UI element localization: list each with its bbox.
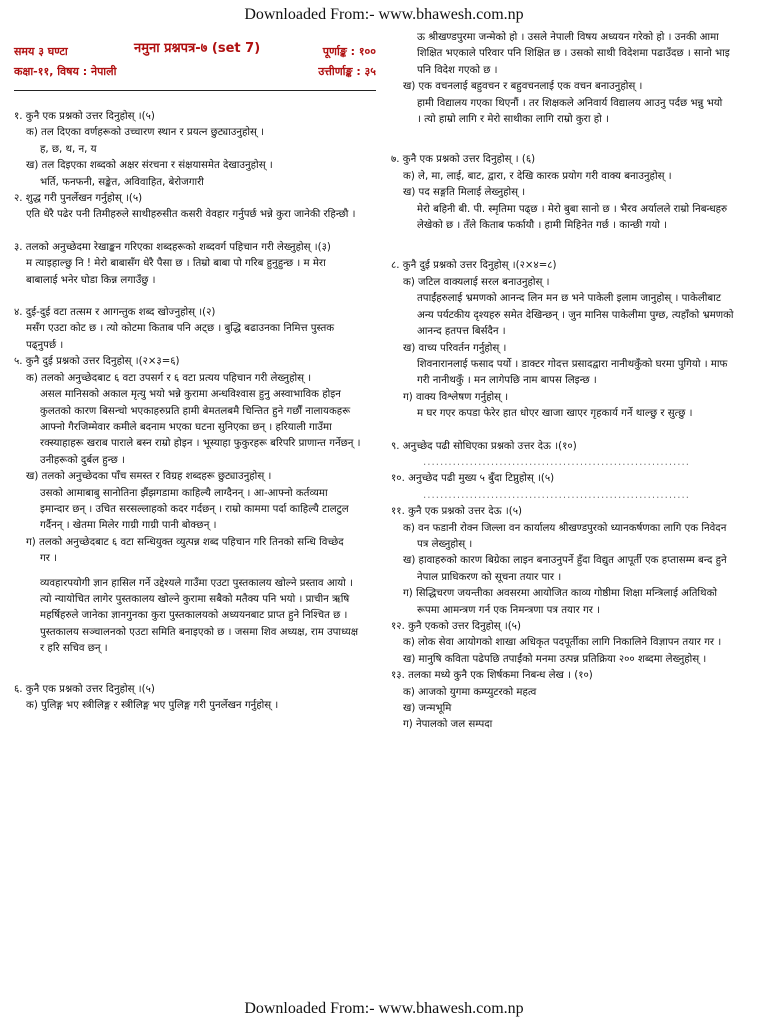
q11-a: क) वन फडानी रोक्न जिल्ला वन कार्यालय श्रीखण्डपुरको ध्यानकर्षणका लागि एक निवेदन (403, 522, 727, 534)
q3-text-2: बाबालाई भनेर घोडा किन्न लगाउँछु । (26, 274, 156, 286)
answer-dots-2: ............................................................... (423, 489, 691, 501)
q5-b: ख) तलको अनुच्छेदका पाँच समस्त र विग्रह शब्दहरू छुट्याउनुहोस् । (26, 471, 272, 483)
q11-b: ख) हावाहरुको कारण बिग्रेका लाइन बनाउनुपर्ने हुँदा विद्युत आपूर्ती एक हप्तासम्म बन्द हुने (403, 555, 727, 567)
q6-heading: ६. कुनै एक प्रश्नको उत्तर दिनुहोस् ।(५) (14, 683, 155, 695)
q12-b: ख) मानुषि कविता पढेपछि तपाईंको मनमा उत्पन्न प्रतिक्रिया २०० शब्दमा लेख्नुहोस् । (403, 653, 707, 665)
q8-c-text: म घर गएर कपडा फेरेर हात धोएर खाजा खाएर गृहकार्य गर्ने थाल्छु र सुत्छु । (417, 408, 693, 420)
q10-heading: १०. अनुच्छेद पढी मुख्य ५ बुँदा टिप्नुहोस् ।(५) (391, 473, 555, 485)
q5-c: ग) तलको अनुच्छेदबाट ६ वटा सन्धियुक्त व्युत्पन्न शब्द पहिचान गरि तिनको सन्धि विच्छेद (26, 536, 344, 548)
q4-text-2: पढ्नुपर्छ । (26, 339, 64, 351)
left-column (14, 41, 376, 714)
exam-header (14, 41, 376, 91)
page-header-url: Downloaded From:- www.bhawesh.com.np (244, 6, 524, 23)
q12-a: क) लोक सेवा आयोगको शाखा अधिकृत पदपूर्तीका लागि निकालिने विज्ञापन तयार गर । (403, 637, 722, 649)
q2-text: एति धेरै पढेर पनी तिमीहरुले साथीहरुसीत कसरी वेवहार गर्नुपर्छ भन्ने कुरा जानेकी रहिन्छौ । (26, 209, 356, 221)
q9-heading: ९. अनुच्छेद पढी सोधिएका प्रश्नको उत्तर देऊ ।(१०) (391, 440, 577, 452)
q13-a: क) आजको युगमा कम्प्युटरको महत्व (403, 686, 537, 698)
q7-heading: ७. कुनै एक प्रश्नको उत्तर दिनुहोस् । (६) (391, 154, 536, 166)
q5-c-text-2: त्यो न्यायोचित लागेर पुस्तकालय खोल्ने कुरामा सबैको मतैक्य पनि भयो । प्राचीन ऋषि (40, 593, 350, 605)
q8-heading: ८. कुनै दुई प्रश्नको उत्तर दिनुहोस् ।(२×४=८) (391, 260, 557, 272)
q5-a-text-4: रक्स्याहाहरू खराब पाराले बस्न राम्रो होइन । भूस्याहा फुकुरहरू बरिपरि प्राणान्त गर्नेछन् । (40, 438, 361, 450)
q12-heading: १२. कुनै एकको उत्तर दिनुहोस् ।(५) (391, 621, 521, 632)
q6-a-text-2: शिक्षित भएकाले परिवार पनि शिक्षित छ । उसको साथी विदेशमा पढाउँदछ । सानो भाइ (417, 48, 730, 60)
q8-a-text-2: अन्य पर्यटकीय दृश्यहरु समेत देखिन्छन् । जुन मानिस पाकेलीमा पुग्छ, त्यहाँको भ्रमणको (417, 309, 734, 321)
q5-c-text-4: पुस्तकालय सञ्चालनको एउटा समिति बनाइएको छ । जसमा शिव अध्यक्ष, राम उपाध्यक्ष (40, 626, 359, 638)
q8-c: ग) वाक्य विश्लेषण गर्नुहोस् । (403, 391, 509, 403)
q5-c-text-3: महर्षिहरुले जानेका ज्ञानगुनका कुरा पुस्तकालयको अध्ययनबाट प्राप्त हुने निश्चित छ । (40, 610, 348, 622)
q5-a-text-2: कुलतको कारण बिसन्चो भएकाहरुप्रति हामी बेमतलबमै चिन्तित हुने गर्छौं नालायकहरू (40, 405, 351, 417)
q7-b-text-2: लेखेको छ । तँले किताब फर्कायौ । हामी मिहिनेत गर्छ । कान्छी गयो । (417, 220, 668, 232)
q4-heading: ४. दुई-दुई वटा तत्सम र आगन्तुक शब्द खोज्नुहोस् ।(२) (14, 307, 216, 319)
q5-a-text-5: उनीहरूको दुर्बल हुन्छ । (40, 454, 125, 466)
q11-c-cont: रूपमा आमन्त्रण गर्न एक निमन्त्रणा पत्र तयार गर । (417, 604, 601, 616)
q5-b-text-3: गर्दैनन् । खेतमा मिलेर गाग्री गाग्री पानी बोक्छन् । (40, 520, 217, 532)
q3-text-1: म त्याइहाल्छु नि ! मेरो बाबासँग धेरै पैसा छ । तिम्रो बाबा पो गरिब हुनुहुन्छ । म मेरा (26, 258, 326, 270)
q11-heading: ११. कुनै एक प्रश्नको उत्तर देऊ ।(५) (391, 506, 522, 518)
q5-c-text-1: व्यवहारपयोगी ज्ञान हासिल गर्ने उद्देश्यले गाउँमा एउटा पुस्तकालय खोल्ने प्रस्ताव आयो । (40, 577, 353, 589)
answer-dots-1: ............................................................... (423, 456, 691, 468)
q1-a: क) तल दिएका वर्णहरूको उच्चारण स्थान र प्रयत्न छुट्याउनुहोस् । (26, 127, 265, 139)
q8-b: ख) वाच्य परिवर्तन गर्नुहोस् । (403, 342, 507, 354)
q5-heading: ५. कुनै दुई प्रश्नको उत्तर दिनुहोस् ।(२×३=६) (14, 356, 180, 368)
q2-heading: २. शुद्ध गरी पुनर्लेखन गर्नुहोस् ।(५) (14, 193, 143, 205)
q7-b: ख) पद सङ्गति मिलाई लेख्नुहोस् । (403, 187, 526, 199)
full-marks: पूर्णाङ्क : १०० (322, 45, 376, 58)
pass-marks: उत्तीर्णाङ्क : ३५ (318, 65, 376, 78)
q6-b-text-2: । त्यो हाम्रो लागि र मेरो साथीका लागि राम्रो कुरा हो । (417, 114, 609, 126)
q6-a-text-3: पनि विदेश गएको छ । (417, 64, 498, 76)
q5-c-cont: गर । (40, 553, 58, 565)
q6-b: ख) एक वचनलाई बहुवचन र बहुवचनलाई एक वचन बनाउनुहोस् । (403, 81, 643, 93)
q6-a-text-1: ऊ श्रीखण्डपुरमा जन्मेको हो । उसले नेपाली विषय अध्ययन गरेको हो । उनकी आमा (417, 32, 719, 43)
q11-a-cont: पत्र लेख्नुहोस् । (417, 538, 473, 550)
q7-b-text-1: मेरो बहिनी बी. पी. स्मृतिमा पढ्छ । मेरो बुबा सानो छ । भैरव अर्यालले राम्रो निबन्धहरु (417, 203, 728, 215)
class-subject: कक्षा-११, विषय : नेपाली (14, 65, 117, 78)
q5-a-text-1: असल मानिसको अकाल मृत्यु भयो भन्ने कुरामा अन्धविश्वास हुनु अस्वाभाविक होइन (40, 389, 341, 401)
exam-time: समय ३ घण्टा (14, 45, 68, 58)
q1-a-text: ह, छ, थ, न, य (40, 143, 97, 155)
q8-b-text-2: गरी नानीथकुँ । मन लागेपछि नाम बापस लिइन्छ । (417, 375, 597, 387)
page-footer-url: Downloaded From:- www.bhawesh.com.np (244, 1000, 524, 1017)
q11-b-cont: नेपाल प्राधिकरण को सूचना तयार पार । (417, 571, 562, 583)
q5-b-text-2: इमान्दार छन् । उचित सरसल्लाहको कदर गर्दछन् । राम्रो काममा पर्दा काहिल्यै टालटुल (40, 503, 349, 515)
q5-a-text-3: आफ्नो गैरजिम्मेवार कमीले बदनाम भएका घटना सुनिएका छन् । हरियाली गाउँमा (40, 421, 332, 433)
q8-a: क) जटिल वाक्यलाई सरल बनाउनुहोस् । (403, 276, 550, 288)
q8-a-text-1: तपाईंहरुलाई भ्रमणको आनन्द लिन मन छ भने पाकेली इलाम जानुहोस् । पाकेलीबाट (417, 293, 721, 305)
q11-c: ग) सिद्धिचरण जयन्तीका अवसरमा आयोजित काव्य गोष्ठीमा शिक्षा मन्त्रिलाई अतिथिको (403, 588, 718, 600)
q1-heading: १. कुनै एक प्रश्नको उत्तर दिनुहोस् ।(५) (14, 111, 155, 122)
q1-b-text: भर्ति, फनफनी, सङ्केत, अविवाहित, बेरोजगारी (40, 176, 204, 188)
q3-heading: ३. तलको अनुच्छेदमा रेखाङ्कन गरिएका शब्दहरूको शब्दवर्ग पहिचान गरी लेख्नुहोस् ।(३) (14, 241, 331, 253)
q4-text-1: मसँग एउटा कोट छ । त्यो कोटमा किताब पनि अट्छ । बुद्धि बढाउनका निमित्त पुस्तक (26, 323, 335, 335)
exam-title: नमुना प्रश्नपत्र-७ (set 7) (134, 41, 261, 56)
q6-b-text-1: हामी विद्यालय गएका थिएनौं । तर शिक्षकले अनिवार्य विद्यालय आउनु पर्दछ भन्नु भयो (417, 97, 723, 109)
q1-b: ख) तल दिइएका शब्दको अक्षर संरचना र संक्षयासमेत देखाउनुहोस् । (26, 160, 273, 172)
q6-a: क) पुलिङ्ग भए स्त्रीलिङ्ग र स्त्रीलिङ्ग भए पुलिङ्ग गरी पुनर्लेखन गर्नुहोस् । (26, 700, 279, 711)
q5-a: क) तलको अनुच्छेदबाट ६ वटा उपसर्ग र ६ वटा प्रत्यय पहिचान गरी लेख्नुहोस् । (26, 372, 312, 384)
q13-c: ग) नेपालको जल सम्पदा (403, 719, 493, 731)
q8-a-text-3: आनन्द हतपत्त बिर्सदैन । (417, 326, 506, 338)
q5-c-text-5: र हरि सचिव छन् । (40, 643, 108, 655)
q13-heading: १३. तलका मध्ये कुनै एक शिर्षकमा निबन्ध लेख । (१०) (391, 670, 593, 682)
q13-b: ख) जन्मभूमि (403, 703, 452, 715)
q5-b-text-1: उसको आमाबाबु सानोतिना झैंझगडामा काहिल्यै लाग्दैनन् । आ-आफ्नो कर्तव्यमा (40, 487, 328, 499)
right-column (391, 30, 761, 734)
q7-a: क) ले, मा, लाई, बाट, द्वारा, र देखि कारक प्रयोग गरी वाक्य बनाउनुहोस् । (403, 170, 672, 182)
q8-b-text-1: शिवनारानलाई फसाद पर्यो । डाक्टर गोदत्त प्रसादद्वारा नानीथकुँको घरमा पुगियो । माफ (417, 358, 728, 370)
